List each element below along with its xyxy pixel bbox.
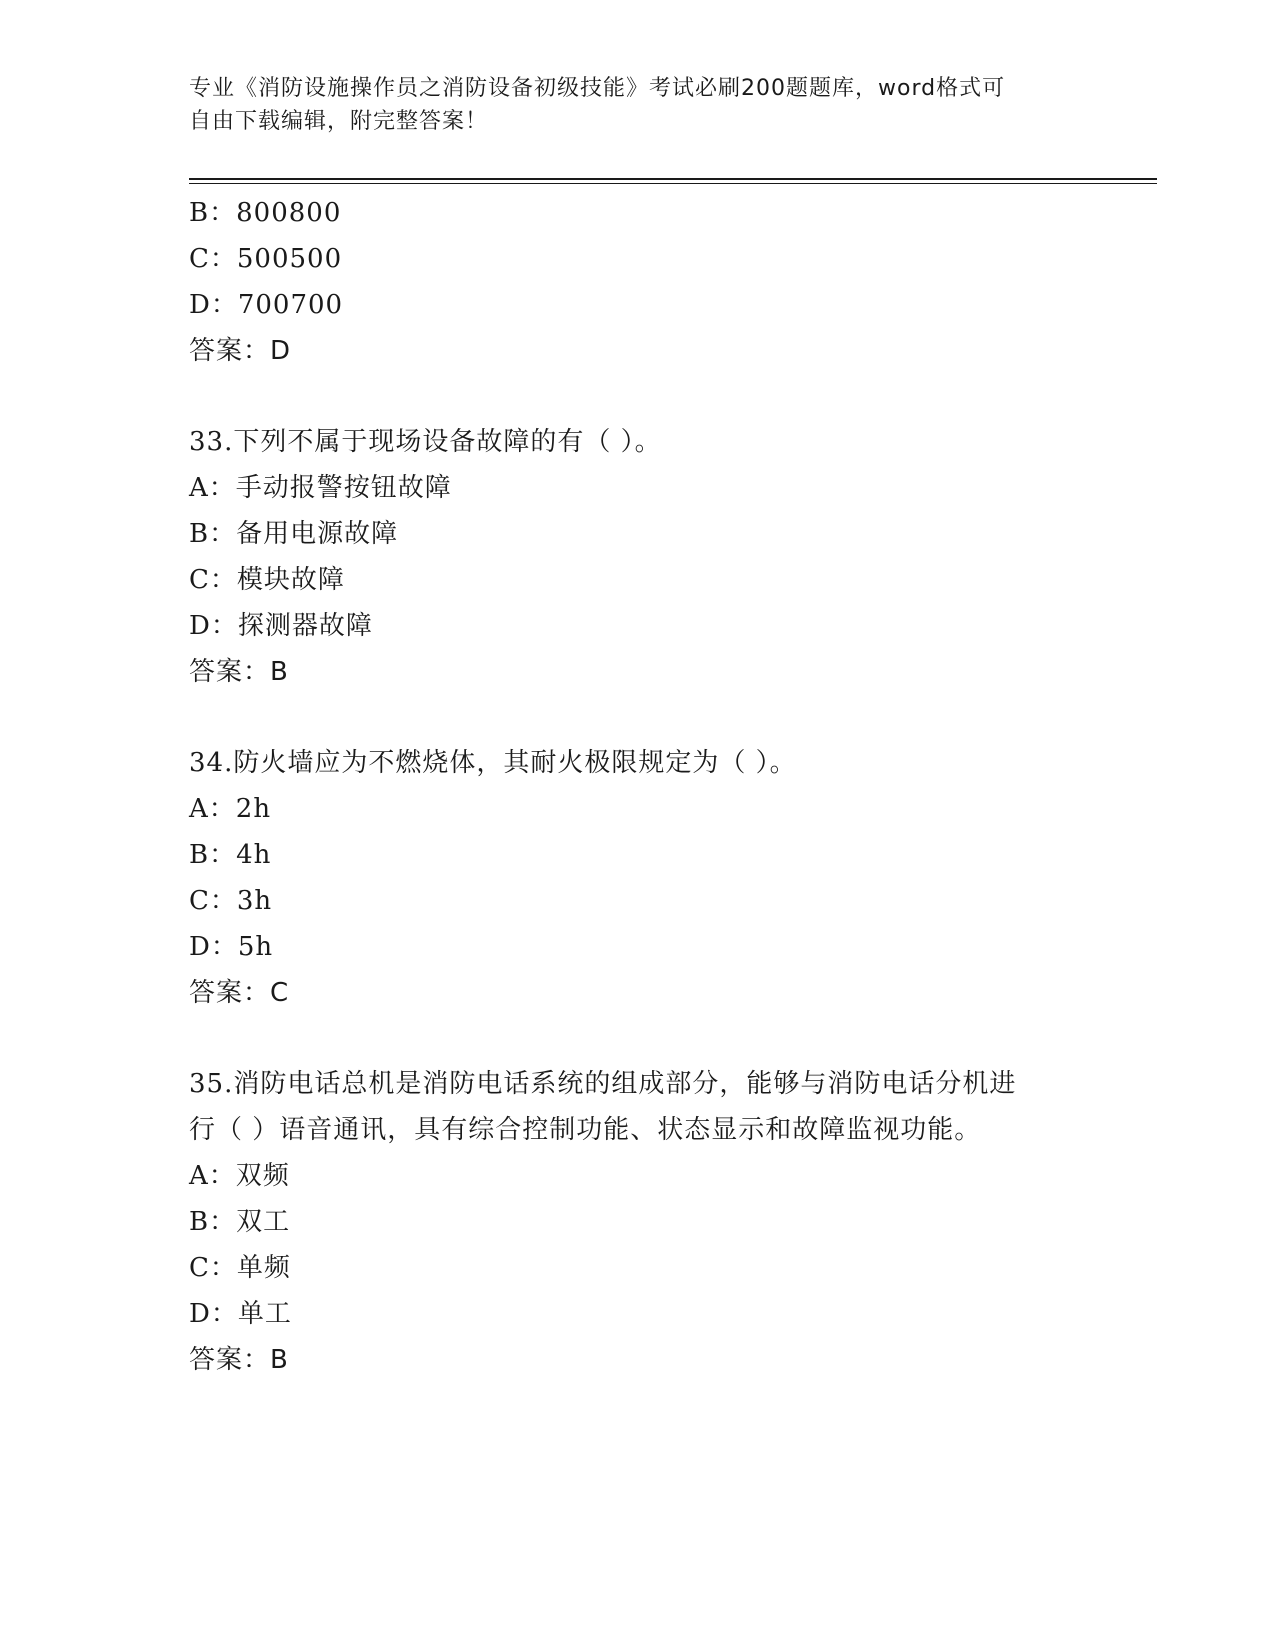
option-b: B：双工 — [189, 1207, 291, 1237]
option-a: A：双频 — [189, 1161, 290, 1191]
question-35 — [189, 1061, 1089, 1383]
option-b: B：备用电源故障 — [189, 519, 399, 549]
question-stem: 34.防火墙应为不燃烧体，其耐火极限规定为（ ）。 — [189, 748, 797, 778]
answer-line: 答案：B — [189, 1345, 289, 1375]
option-a: A：2h — [189, 794, 272, 824]
option-d: D：700700 — [189, 290, 344, 320]
header-divider-thick — [189, 178, 1157, 180]
option-d: D：探测器故障 — [189, 611, 373, 641]
question-33 — [189, 419, 1089, 695]
option-d: D：5h — [189, 932, 274, 962]
answer-line: 答案：D — [189, 336, 292, 366]
document-header — [189, 72, 1089, 138]
question-stem-line-1: 35.消防电话总机是消防电话系统的组成部分，能够与消防电话分机进 — [189, 1069, 1017, 1099]
option-a: A：手动报警按钮故障 — [189, 473, 452, 503]
answer-line: 答案：B — [189, 657, 289, 687]
question-content — [189, 190, 1089, 1383]
header-divider-thin — [189, 183, 1157, 184]
option-c: C：单频 — [189, 1253, 291, 1283]
header-line-2: 自由下载编辑，附完整答案！ — [189, 109, 489, 134]
option-c: C：500500 — [189, 244, 343, 274]
option-d: D：单工 — [189, 1299, 292, 1329]
spacer — [189, 1016, 1089, 1061]
question-34 — [189, 740, 1089, 1016]
spacer — [189, 695, 1089, 740]
question-stem: 33.下列不属于现场设备故障的有（ ）。 — [189, 427, 662, 457]
option-c: C：模块故障 — [189, 565, 345, 595]
option-b: B：800800 — [189, 198, 342, 228]
question-stem-line-2: 行（ ）语音通讯，具有综合控制功能、状态显示和故障监视功能。 — [189, 1115, 982, 1145]
option-c: C：3h — [189, 886, 273, 916]
option-b: B：4h — [189, 840, 272, 870]
spacer — [189, 374, 1089, 419]
previous-question-block — [189, 190, 1089, 374]
answer-line: 答案：C — [189, 978, 290, 1008]
header-line-1: 专业《消防设施操作员之消防设备初级技能》考试必刷200题题库，word格式可 — [189, 76, 1006, 101]
